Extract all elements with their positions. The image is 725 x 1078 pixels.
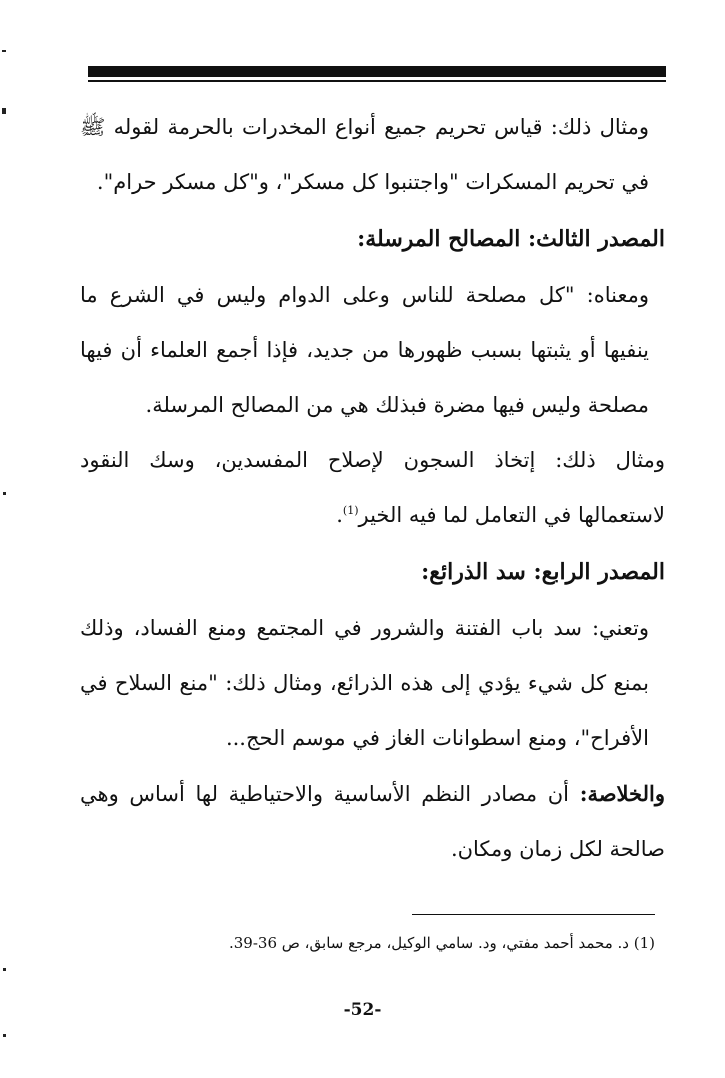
page-number: -52- [343, 1000, 382, 1020]
footnote-divider [412, 914, 655, 915]
scan-mark [2, 50, 6, 52]
paragraph-maslaha-meaning: ومعناه: "كل مصلحة للناس وعلى الدوام وليس في الشرع ما ينفيها أو يثبتها بسبب ظهورها من جديد، فإذا أجمع العلماء أن فيها مصلحة وليس فيها مضرة فبذلك هي من المصالح المرسلة. [80, 283, 649, 417]
heading-third-source: المصدر الثالث: المصالح المرسلة: [357, 226, 665, 252]
paragraph-qiyas-example: ومثال ذلك: قياس تحريم جميع أنواع المخدرات بالحرمة لقوله ﷺ في تحريم المسكرات "واجتنبوا كل مسكر"، و"كل مسكر حرام". [80, 115, 649, 194]
conclusion-label: والخلاصة: [579, 781, 665, 806]
scan-mark [2, 108, 6, 114]
footnote-ref: (1) [342, 504, 359, 517]
heading-fourth-source: المصدر الرابع: سد الذرائع: [421, 559, 665, 585]
footnote: (1) د. محمد أحمد مفتي، ود. سامي الوكيل، مرجع سابق، ص 36-39. [228, 934, 655, 952]
paragraph-sadd-dharai: وتعني: سد باب الفتنة والشرور في المجتمع ومنع الفساد، وذلك بمنع كل شيء يؤدي إلى هذه الذرائع، ومثال ذلك: "منع السلاح في الأفراح"، ومنع اسطوانات الغاز في موسم الحج... [80, 616, 649, 750]
paragraph-maslaha-example: ومثال ذلك: إتخاذ السجون لإصلاح المفسدين، وسك النقود لاستعمالها في التعامل لما فيه الخير$^{(1)}$. [80, 448, 665, 527]
scan-mark [3, 968, 6, 971]
page-body [80, 100, 665, 877]
paragraph-conclusion: والخلاصة: أن مصادر النظم الأساسية والاحتياطية لها أساس وهي صالحة لكل زمان ومكان. [80, 781, 665, 861]
scan-mark [3, 1034, 6, 1037]
header-rule-thin [88, 80, 666, 82]
scan-mark [3, 492, 6, 495]
header-rule-thick [88, 66, 666, 77]
